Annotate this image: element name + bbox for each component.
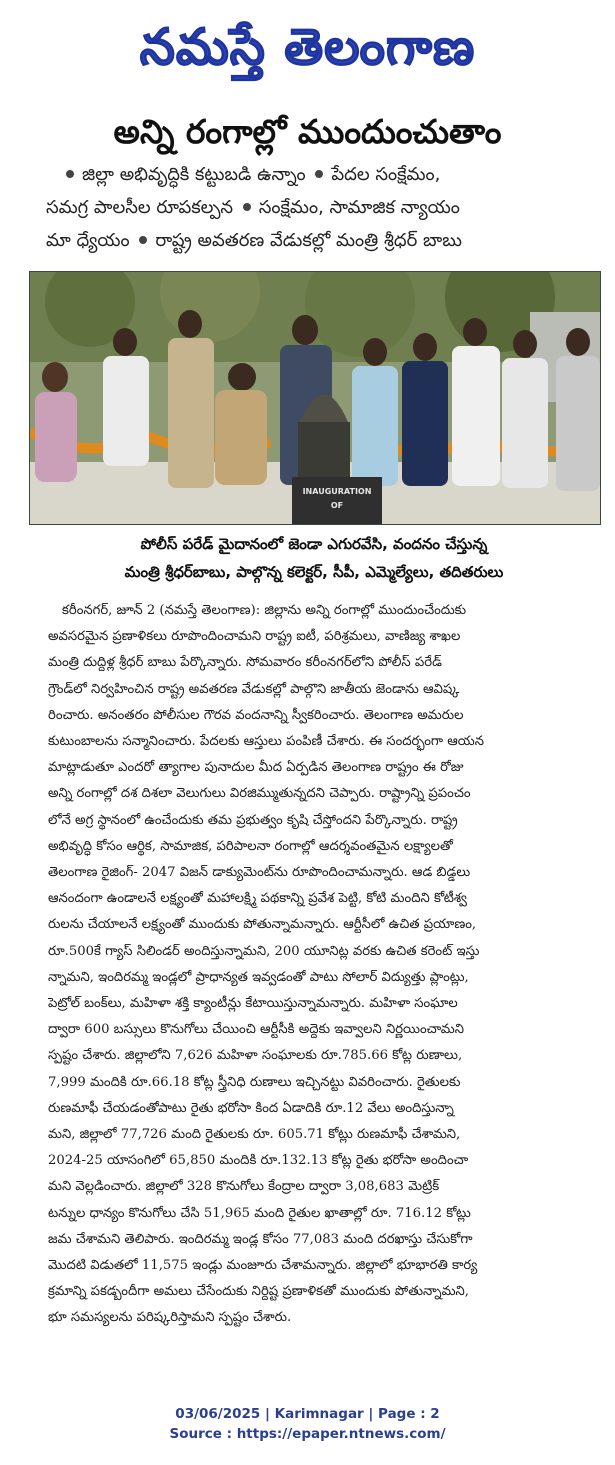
bullet-icon xyxy=(315,170,323,178)
subhead-text: పేదల సంక్షేమం, xyxy=(331,164,441,185)
bullet-icon xyxy=(243,203,251,211)
body-line: 7,999 మందికి రూ.66.18 కోట్ల స్త్రీనిధి రుణాలు ఇచ్చినట్టు వివరించారు. రైతులకు xyxy=(48,1074,461,1090)
article-headline: అన్ని రంగాల్లో ముందుంచుతాం xyxy=(113,112,502,151)
masthead xyxy=(0,12,615,82)
photo-caption xyxy=(39,530,589,586)
body-line: 2024-25 యాసంగిలో 65,850 మందికి రూ.132.13 కోట్ల రైతు భరోసా అందించా xyxy=(48,1153,469,1169)
body-line: అవసరమైన ప్రణాళికలు రూపొందించామని రాష్ట్ర ఐటీ, పరిశ్రమలు, వాణిజ్య శాఖల xyxy=(48,629,461,645)
subhead-line-2 xyxy=(46,191,587,224)
news-photo xyxy=(29,271,601,525)
plaque-text-1: INAUGURATION xyxy=(302,487,372,496)
body-line: పెట్రోల్ బంక్‌లు, మహిళా శక్తి క్యాంటీన్లు కేటాయిస్తున్నామన్నారు. మహిళా సంఘాల xyxy=(48,996,458,1012)
article-subheads xyxy=(46,158,587,257)
body-line: స్పష్టం చేశారు. జిల్లాలోని 7,626 మహిళా సంఘాలకు రూ.785.66 కోట్ల రుణాలు, xyxy=(48,1048,463,1064)
caption-line: మంత్రి శ్రీధర్‌బాబు, పాల్గొన్న కలెక్టర్, సీపీ, ఎమ్మెల్యేలు, తదితరులు xyxy=(124,563,504,581)
body-line: భూ సమస్యలను పరిష్కరిస్తామని స్పష్టం చేశారు. xyxy=(48,1310,292,1326)
body-line: క్రమాన్ని పకడ్బందీగా అమలు చేసేందుకు నిర్దిష్ట ప్రణాళికతో ముందుకు పోతున్నామని, xyxy=(48,1284,469,1300)
bullet-icon xyxy=(66,170,74,178)
subhead-text: సమగ్ర పాలసీల రూపకల్పన xyxy=(46,197,234,218)
body-line: ఆనందంగా ఉండాలనే లక్ష్యంతో మహాలక్ష్మి పథకాన్ని ప్రవేశ పెట్టి, కోటి మందిని కోటీశ్వ xyxy=(48,891,467,907)
body-line: ద్వారా 600 బస్సులు కొనుగోలు చేయించి ఆర్టీసీకి అద్దెకు ఇవ్వాలని నిర్ణయించామని xyxy=(48,1022,465,1038)
body-line: మని వెల్లడించారు. జిల్లాలో 328 కొనుగోలు కేంద్రాల ద్వారా 3,08,683 మెట్రిక్ xyxy=(48,1179,440,1195)
plaque-text-2: OF xyxy=(330,501,344,510)
body-line: లోనే అగ్ర స్థానంలో ఉంచేందుకు తమ ప్రభుత్వం కృషి చేస్తోందని పేర్కొన్నారు. రాష్ట్ర xyxy=(48,812,458,828)
body-line: జమ చేశామని తెలిపారు. ఇందిరమ్మ ఇండ్ల కోసం 77,083 మంది దరఖాస్తు చేసుకోగా xyxy=(48,1231,473,1247)
subhead-line-1 xyxy=(62,158,587,191)
body-line: తెలంగాణ రైజింగ్- 2047 విజన్ డాక్యుమెంట్‌ను రూపొందించామన్నారు. ఆడ బిడ్డలు xyxy=(48,865,471,881)
newspaper-logo: నమస్తే తెలంగాణ xyxy=(139,18,476,76)
page-footer xyxy=(0,1404,615,1444)
body-line: కుటుంబాలను సన్మానించారు. పేదలకు ఆస్తులు పంపిణీ చేశారు. ఈ సందర్భంగా ఆయన xyxy=(48,734,484,750)
body-line: రించారు. అనంతరం పోలీసుల గౌరవ వందనాన్ని స్వీకరించారు. తెలంగాణ అమరుల xyxy=(48,707,464,723)
body-line: అన్ని రంగాల్లో దశ దిశలా వెలుగులు విరజిమ్ముతున్నదని చెప్పారు. రాష్ట్రాన్ని ప్రపంచం xyxy=(48,786,471,802)
subhead-text: సంక్షేమం, సామాజిక న్యాయం xyxy=(258,197,460,218)
source-link[interactable]: Source : https://epaper.ntnews.com/ xyxy=(169,1426,446,1442)
body-line: రూ.500కే గ్యాస్ సిలిండర్ అందిస్తున్నామని, 200 యూనిట్ల వరకు ఉచిత కరెంట్ ఇస్తు xyxy=(48,943,480,959)
body-line: రుణమాఫీ చేయడంతోపాటు రైతు భరోసా కింద ఏడాదికి రూ.12 వేలు అందిస్తున్నా xyxy=(48,1100,454,1116)
body-line: అభివృద్ధి కోసం ఆర్థిక, సామాజిక, పరిపాలనా రంగాల్లో ఆదర్శవంతమైన లక్ష్యాలతో xyxy=(48,838,453,854)
bullet-icon xyxy=(139,236,147,244)
subhead-text: జిల్లా అభివృద్ధికి కట్టుబడి ఉన్నాం xyxy=(82,164,306,185)
body-line: గ్రౌండ్‌లో నిర్వహించిన రాష్ట్ర అవతరణ వేడుకల్లో పాల్గొని జాతీయ జెండాను ఆవిష్క xyxy=(48,681,460,697)
caption-line: పోలీస్ పరేడ్ మైదానంలో జెండా ఎగురవేసి, వందనం చేస్తున్న xyxy=(140,535,488,553)
body-line: మంత్రి దుద్దిళ్ల శ్రీధర్ బాబు పేర్కొన్నారు. సోమవారం కరీంనగర్‌లోని పోలీస్ పరేడ్ xyxy=(48,655,442,671)
article-body xyxy=(48,598,614,1332)
body-line: మాట్లాడుతూ ఎందరో త్యాగాల పునాదుల మీద ఏర్పడిన తెలంగాణ రాష్ట్రం ఈ రోజు xyxy=(48,760,464,776)
body-line: రులను చేయాలనే లక్ష్యంతో ముందుకు పోతున్నామన్నారు. ఆర్టీసీలో ఉచిత ప్రయాణం, xyxy=(48,917,477,933)
photo-illustration xyxy=(30,272,600,524)
subhead-line-3 xyxy=(46,224,587,257)
dateline: 03/06/2025 | Karimnagar | Page : 2 xyxy=(175,1406,440,1422)
body-line: మని, జిల్లాలో 77,726 మంది రైతులకు రూ. 605.71 కోట్లు రుణమాఫీ చేశామని, xyxy=(48,1127,461,1143)
statue-base xyxy=(298,422,350,482)
body-line: న్నామని, ఇందిరమ్మ ఇండ్లలో ప్రాధాన్యత ఇవ్వడంతో పాటు సోలార్ విద్యుత్తు ప్లాంట్లు, xyxy=(48,969,469,985)
subhead-text: రాష్ట్ర అవతరణ వేడుకల్లో మంత్రి శ్రీధర్ బాబు xyxy=(155,230,462,251)
body-line: మొదటి విడుతలో 11,575 ఇండ్లు మంజూరు చేశామన్నారు. జిల్లాలో భూభారతి కార్య xyxy=(48,1258,478,1274)
body-line: టన్నుల ధాన్యం కొనుగోలు చేసి 51,965 మంది రైతుల ఖాతాల్లో రూ. 716.12 కోట్లు xyxy=(48,1205,471,1221)
subhead-text: మా ధ్యేయం xyxy=(46,230,130,251)
body-line: కరీంనగర్, జూన్ 2 (నమస్తే తెలంగాణ): జిల్లాను అన్ని రంగాల్లో ముందుంచేందుకు xyxy=(62,603,467,618)
